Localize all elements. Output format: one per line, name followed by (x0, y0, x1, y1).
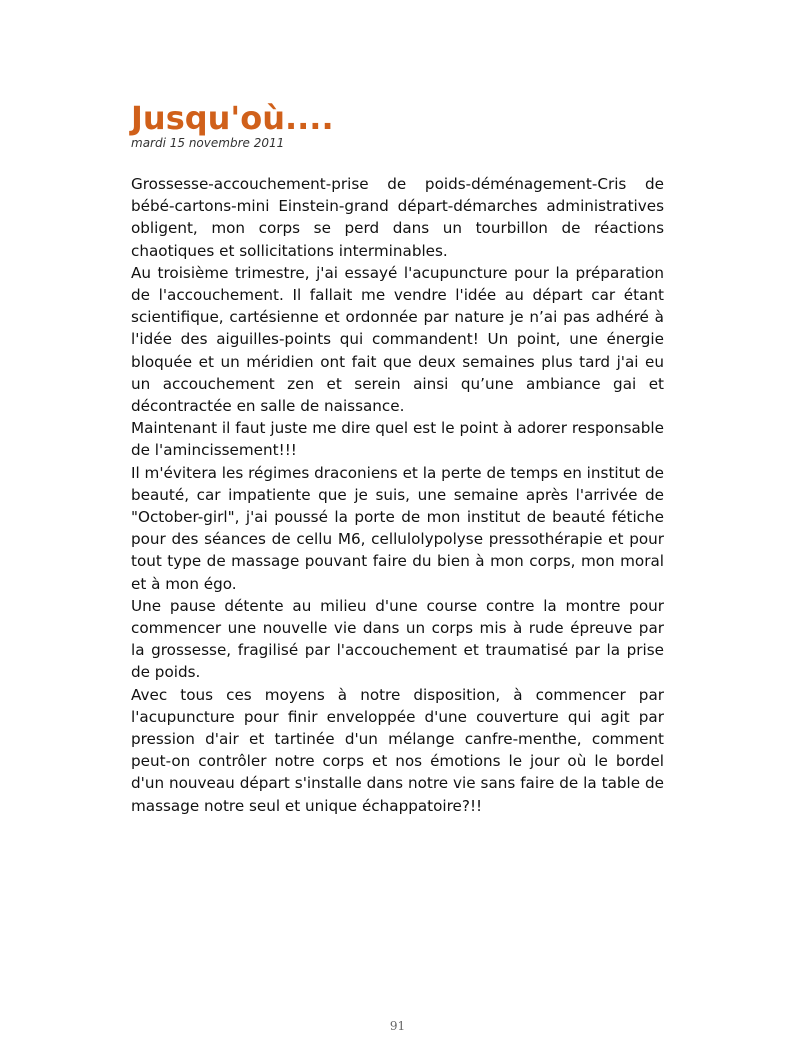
paragraph: Une pause détente au milieu d'une course contre la montre pour commencer une nouvelle vie dans un corps mis à rude épreuve par la grossesse, fragilisé par l'accouchement et traumatisé par la prise de poids. (131, 596, 664, 682)
paragraph: Il m'évitera les régimes draconiens et la perte de temps en institut de beauté, car impatiente que je suis, une semaine après l'arrivée de "October-girl", j'ai poussé la porte de mon institut de beauté fétiche pour des séances de cellu M6, cellulolypolyse pressothérapie et pour tout type de massage pouvant faire du bien à mon corps, mon moral et à mon égo. (131, 463, 664, 593)
paragraph: Maintenant il faut juste me dire quel est le point à adorer responsable de l'amincissement!!! (131, 419, 664, 460)
paragraph: Grossesse-accouchement-prise de poids-déménagement-Cris de bébé-cartons-mini Einstein-grand départ-démarches administratives obligent, mon corps se perd dans un tourbillon de réactions chaotiques et sollicitations interminables. (131, 175, 664, 260)
article-date: mardi 15 novembre 2011 (131, 136, 285, 150)
article-body (131, 173, 664, 817)
paragraph: Avec tous ces moyens à notre disposition, à commencer par l'acupuncture pour finir enveloppée d'une couverture qui agit par pression d'air et tartinée d'un mélange canfre-menthe, comment peut-on contrôler notre corps et nos émotions le jour où le bordel d'un nouveau départ s'installe dans notre vie sans faire de la table de massage notre seul et unique échappatoire?!! (131, 685, 664, 815)
page-number: 91 (389, 1019, 406, 1033)
paragraph: Au troisième trimestre, j'ai essayé l'acupuncture pour la préparation de l'accouchement. Il fallait me vendre l'idée au départ car étant scientifique, cartésienne et ordonnée par nature je n’ai pas adhéré à l'idée des aiguilles-points qui commandent! Un point, une énergie bloquée et un méridien ont fait que deux semaines plus tard j'ai eu un accouchement zen et serein ainsi qu’une ambiance gai et décontractée en salle de naissance. (131, 263, 664, 416)
article-title: Jusqu'où.... (131, 99, 334, 137)
